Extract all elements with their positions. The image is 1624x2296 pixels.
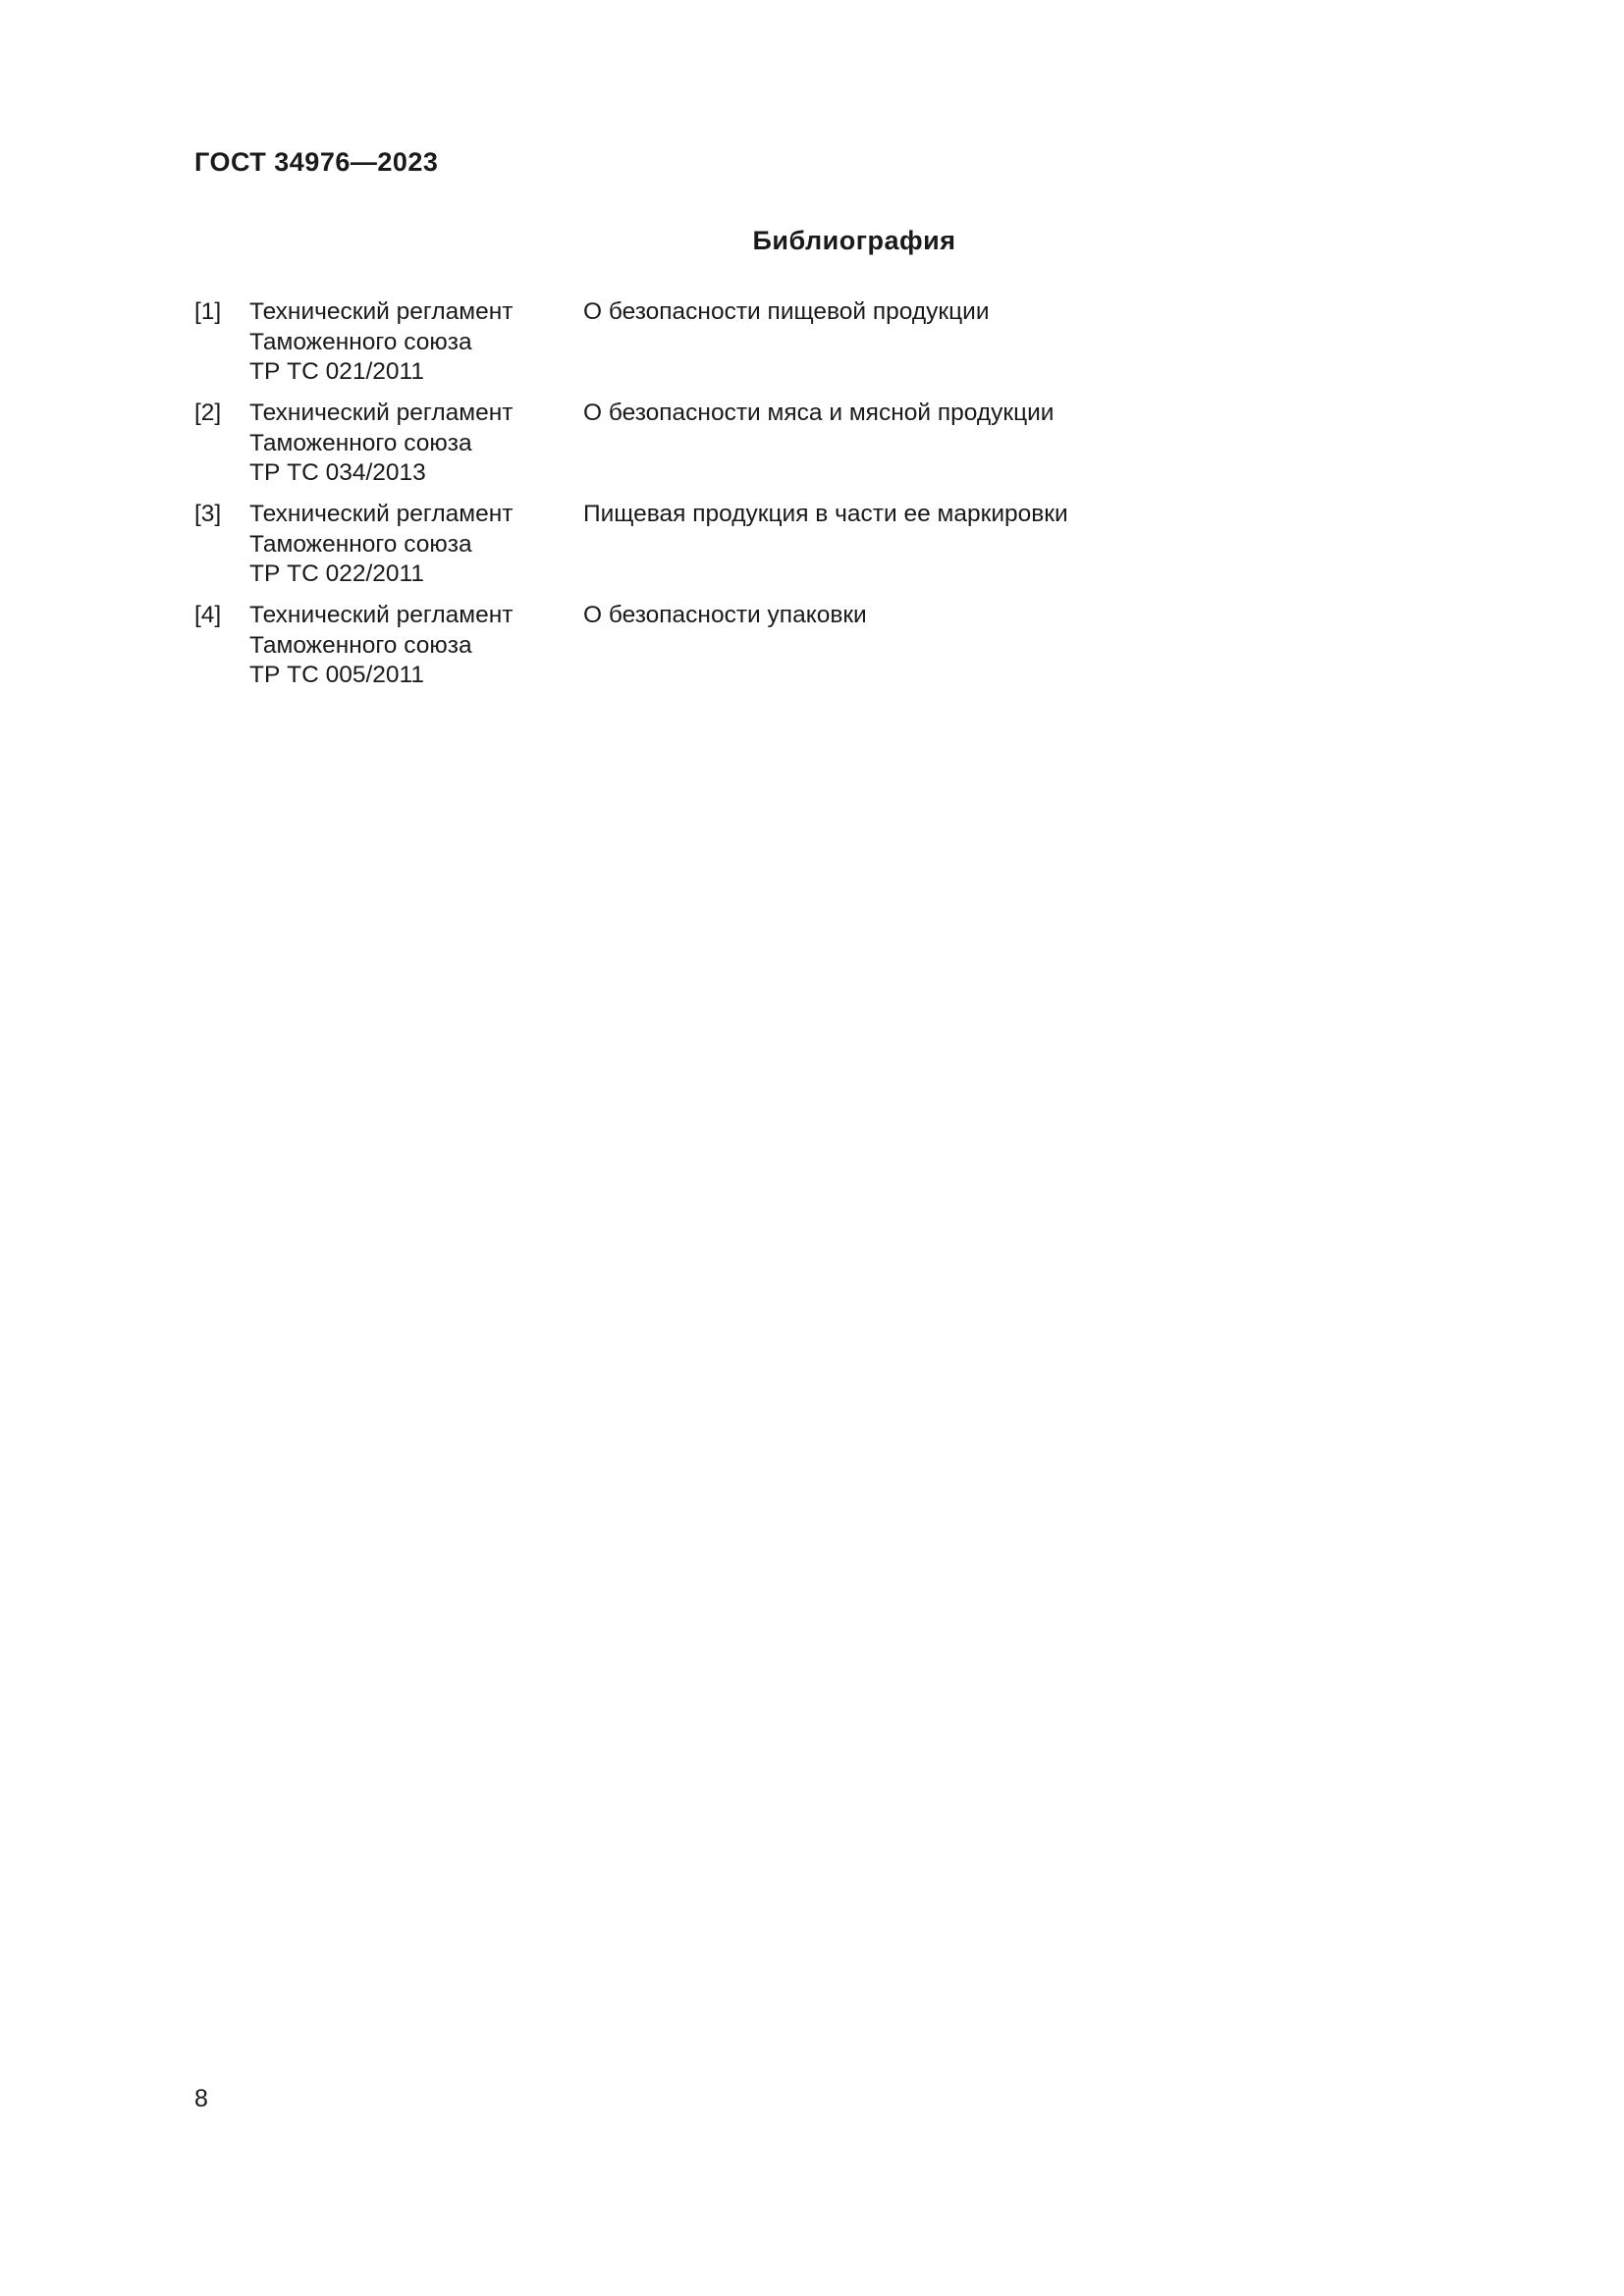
entry-title: О безопасности упаковки: [583, 602, 867, 628]
bibliography-entry: [194, 500, 1373, 601]
entry-source-code: ТР ТС 005/2011: [249, 662, 424, 688]
bibliography-list: [194, 297, 1373, 702]
section-title: Библиография: [752, 226, 956, 255]
entry-source-line: Технический регламент: [249, 602, 514, 628]
bibliography-entry: [194, 297, 1373, 399]
bibliography-entry: [194, 399, 1373, 500]
bibliography-entry: [194, 601, 1373, 702]
entry-source-code: ТР ТС 022/2011: [249, 561, 424, 587]
entry-number: [4]: [194, 602, 222, 628]
entry-source: [249, 297, 513, 388]
entry-title: О безопасности мяса и мясной продукции: [583, 400, 1055, 426]
entry-number: [3]: [194, 501, 222, 527]
entry-source: [249, 601, 513, 691]
entry-number: [2]: [194, 400, 222, 426]
entry-source-line: Технический регламент: [249, 298, 514, 325]
entry-title: Пищевая продукция в части ее маркировки: [583, 501, 1068, 527]
entry-source-line: Технический регламент: [249, 400, 514, 426]
entry-source: [249, 399, 513, 489]
entry-source-code: ТР ТС 021/2011: [249, 358, 424, 385]
entry-source-line: Таможенного союза: [249, 328, 472, 355]
entry-source-line: Таможенного союза: [249, 429, 472, 456]
entry-source-line: Таможенного союза: [249, 530, 472, 558]
entry-number: [1]: [194, 298, 222, 325]
entry-source: [249, 500, 513, 590]
entry-source-code: ТР ТС 034/2013: [249, 459, 426, 486]
entry-source-line: Таможенного союза: [249, 631, 472, 659]
standard-header: ГОСТ 34976—2023: [194, 147, 439, 177]
entry-source-line: Технический регламент: [249, 501, 514, 527]
entry-title: О безопасности пищевой продукции: [583, 298, 990, 325]
page-number: 8: [194, 2085, 208, 2112]
